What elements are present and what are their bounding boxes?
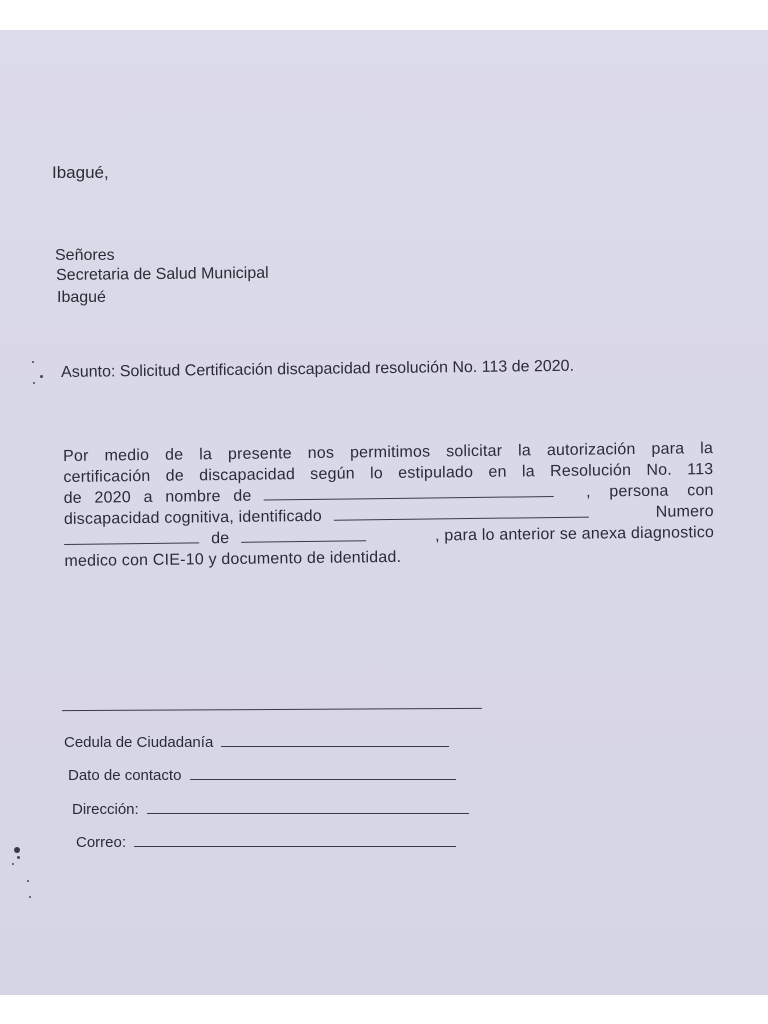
body-line-1: Por medio de la presente nos permitimos solicitar la autorización para la bbox=[63, 440, 714, 465]
scanned-letter-page bbox=[0, 30, 768, 995]
letter-body bbox=[63, 438, 714, 572]
subject-line: Asunto: Solicitud Certificación discapacidad resolución No. 113 de 2020. bbox=[61, 357, 575, 381]
contact-label: Dato de contacto bbox=[68, 767, 182, 784]
signature-line bbox=[62, 708, 482, 711]
id-type-blank bbox=[334, 505, 589, 521]
letter-place: Ibagué, bbox=[52, 163, 109, 182]
body-line-6: medico con CIE-10 y documento de identidad. bbox=[64, 548, 402, 570]
address-label: Dirección: bbox=[72, 801, 139, 818]
cedula-blank bbox=[221, 734, 449, 747]
scan-speck bbox=[17, 856, 20, 859]
id-city-blank bbox=[241, 528, 366, 543]
scan-speck bbox=[32, 361, 34, 363]
recipient-line-3: Ibagué bbox=[57, 289, 106, 306]
cedula-label: Cedula de Ciudadanía bbox=[64, 734, 214, 751]
email-field bbox=[76, 834, 456, 851]
id-number-blank bbox=[64, 530, 199, 545]
recipient-line-2: Secretaria de Salud Municipal bbox=[56, 264, 269, 284]
scan-speck bbox=[12, 863, 14, 865]
address-field bbox=[72, 801, 469, 818]
scan-speck bbox=[33, 382, 35, 384]
contact-field bbox=[68, 767, 456, 784]
recipient-line-1: Señores bbox=[55, 247, 115, 264]
beneficiary-name-blank bbox=[263, 484, 553, 501]
body-line-5-end: , para lo anterior se anexa diagnostico bbox=[434, 524, 715, 545]
body-line-3-end: , persona con bbox=[585, 482, 714, 501]
body-line-3-start: de 2020 a nombre de bbox=[63, 487, 252, 507]
body-line-4-start: discapacidad cognitiva, identificado bbox=[63, 507, 323, 528]
email-label: Correo: bbox=[76, 834, 127, 851]
scan-speck bbox=[29, 896, 31, 898]
email-blank bbox=[134, 834, 456, 847]
scan-speck bbox=[40, 375, 43, 378]
body-line-2: certificación de discapacidad según lo estipulado en la Resolución No. 113 bbox=[63, 461, 714, 486]
body-line-5-de: de bbox=[211, 529, 230, 548]
address-blank bbox=[147, 801, 469, 814]
body-line-4-end: Numero bbox=[655, 503, 714, 521]
scan-speck bbox=[14, 847, 20, 853]
cedula-field bbox=[64, 734, 449, 751]
scan-speck bbox=[27, 880, 29, 882]
contact-blank bbox=[190, 767, 456, 780]
